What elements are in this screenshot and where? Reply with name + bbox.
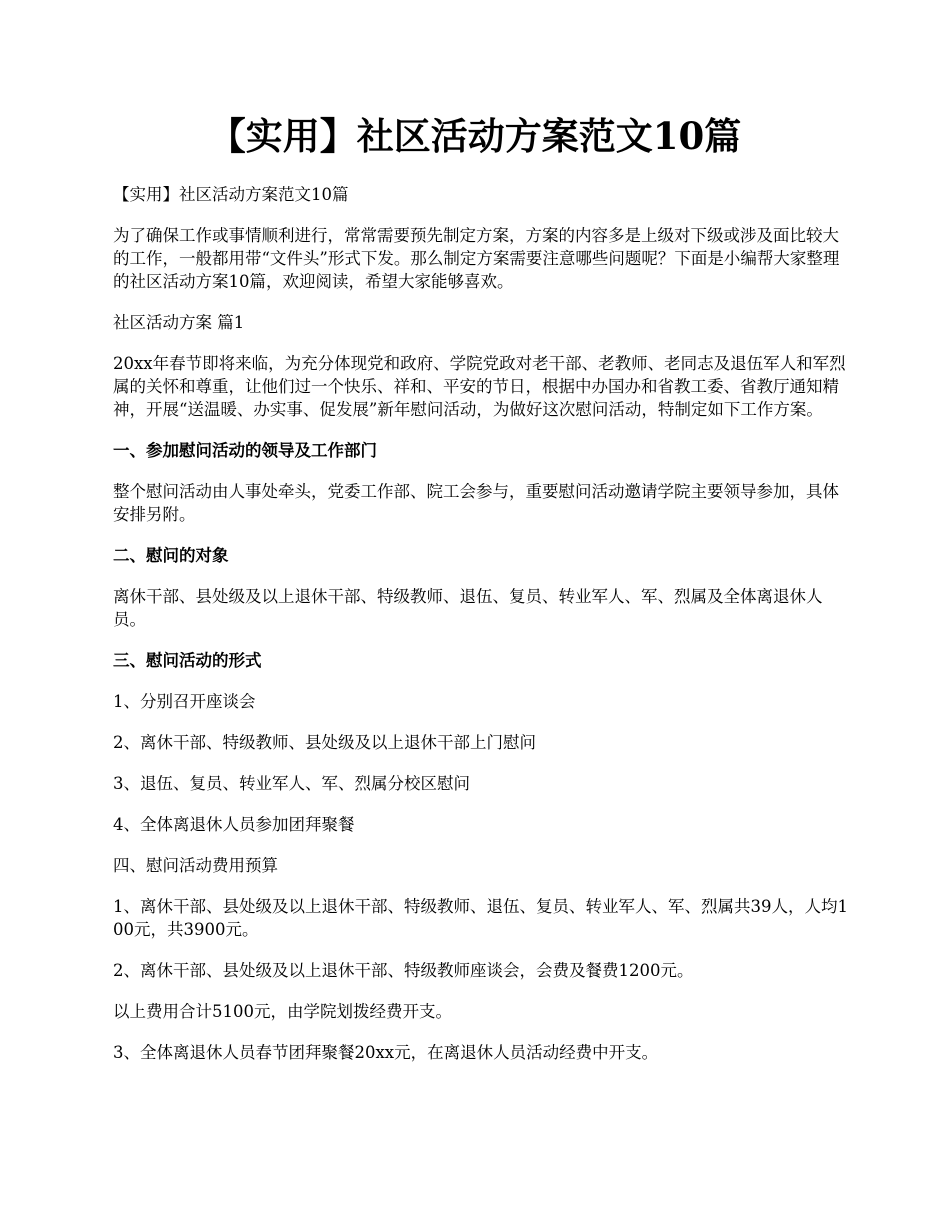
paragraph: 2、离休干部、特级教师、县处级及以上退休干部上门慰问 — [113, 733, 536, 752]
paragraph: 3、退伍、复员、转业军人、军、烈属分校区慰问 — [113, 774, 470, 793]
paragraph: 四、慰问活动费用预算 — [113, 856, 278, 875]
paragraph: 20xx年春节即将来临，为充分体现党和政府、学院党政对老干部、老教师、老同志及退伍军人和军烈属的关怀和尊重，让他们过一个快乐、祥和、平安的节日，根据中办国办和省教工委、省教厅通知精神，开展“送温暖、办实事、促发展”新年慰问活动，为做好这次慰问活动，特制定如下工作方案。 — [113, 354, 846, 419]
paragraph: 1、分别召开座谈会 — [113, 692, 256, 711]
paragraph: 1、离休干部、县处级及以上退休干部、特级教师、退伍、复员、转业军人、军、烈属共39人，人均100元，共3900元。 — [113, 897, 848, 939]
paragraph: 【实用】社区活动方案范文10篇 — [113, 185, 349, 204]
paragraph: 以上费用合计5100元，由学院划拨经费开支。 — [113, 1002, 452, 1021]
document-body — [113, 183, 855, 1082]
paragraph: 整个慰问活动由人事处牵头，党委工作部、院工会参与，重要慰问活动邀请学院主要领导参加，具体安排另附。 — [113, 482, 839, 524]
paragraph: 为了确保工作或事情顺利进行，常常需要预先制定方案，方案的内容多是上级对下级或涉及面比较大的工作，一般都用带“文件头”形式下发。那么制定方案需要注意哪些问题呢？下面是小编帮大家整理的社区活动方案10篇，欢迎阅读，希望大家能够喜欢。 — [113, 226, 840, 291]
paragraph: 4、全体离退休人员参加团拜聚餐 — [113, 815, 355, 834]
section-heading: 三、慰问活动的形式 — [113, 651, 262, 670]
document-title: 【实用】社区活动方案范文10篇 — [208, 114, 742, 158]
paragraph: 2、离休干部、县处级及以上退休干部、特级教师座谈会，会费及餐费1200元。 — [113, 961, 694, 980]
paragraph: 离休干部、县处级及以上退休干部、特级教师、退伍、复员、转业军人、军、烈属及全体离退休人员。 — [113, 587, 823, 629]
paragraph: 3、全体离退休人员春节团拜聚餐20xx元，在离退休人员活动经费中开支。 — [113, 1043, 659, 1062]
paragraph: 社区活动方案 篇1 — [113, 313, 245, 332]
section-heading: 一、参加慰问活动的领导及工作部门 — [113, 441, 377, 460]
section-heading: 二、慰问的对象 — [113, 546, 229, 565]
